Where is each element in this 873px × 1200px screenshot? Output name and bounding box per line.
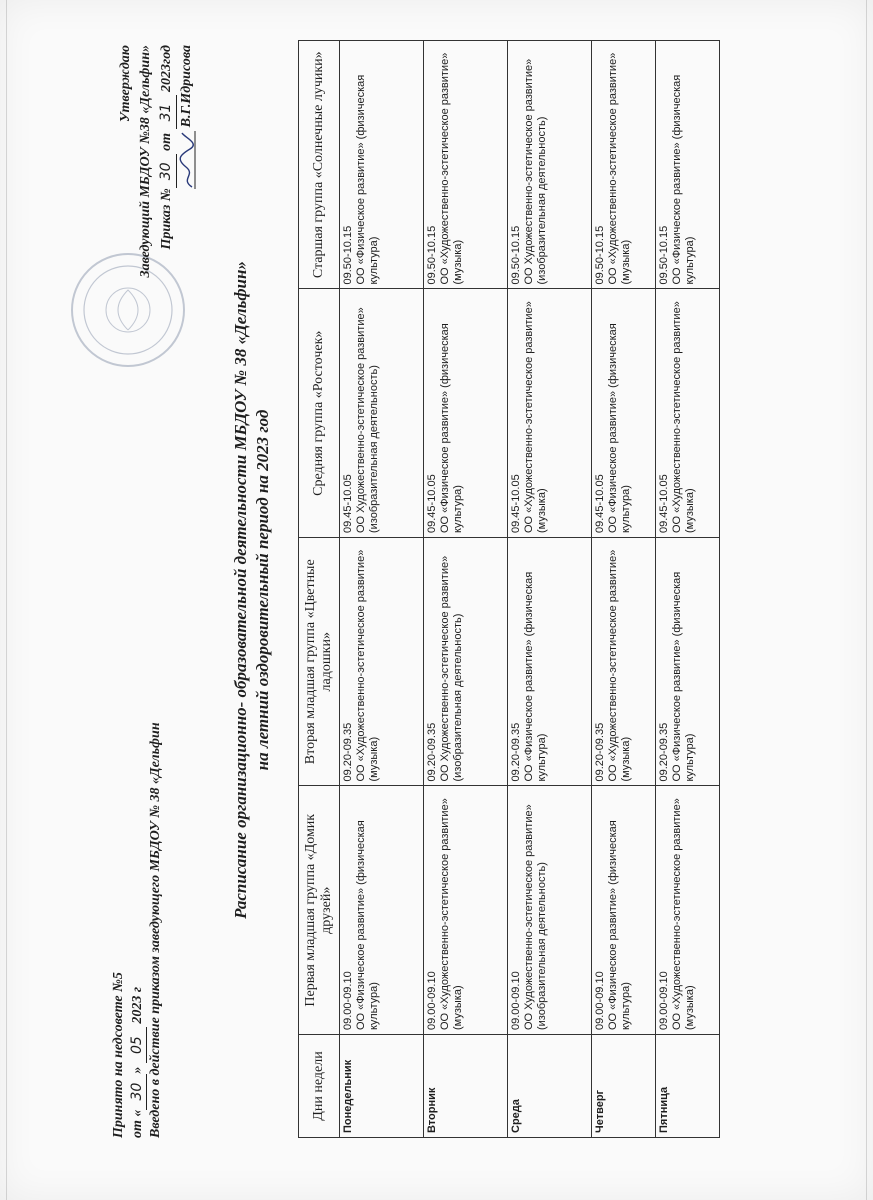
day-cell: Четверг	[592, 1035, 656, 1138]
slot-desc: ОО «Физическое развитие» (физическая культура)	[439, 323, 464, 533]
slot-time: 09.45-10.05	[342, 474, 354, 533]
slot-cell	[656, 786, 720, 1035]
header-group1: Первая младшая группа «Домик друзей»	[299, 786, 340, 1035]
slot-desc: ОО «Художественно-эстетическое развитие» (музыка)	[671, 798, 696, 1030]
slot-cell	[656, 41, 720, 290]
slot-desc: ОО «Физическое развитие» (физическая культура)	[523, 571, 548, 782]
signature-icon	[178, 131, 196, 189]
slot-time: 09.20-09.35	[342, 722, 354, 782]
approve-line2: Заведующий МБДОУ №38 «Дельфин»	[138, 45, 153, 278]
slot-cell	[592, 538, 656, 787]
table-row	[656, 41, 720, 1138]
slot-cell	[592, 41, 656, 290]
day-cell: Среда	[508, 1035, 592, 1138]
table-row	[508, 41, 592, 1138]
slot-cell	[592, 289, 656, 538]
day-cell: Понедельник	[340, 1035, 424, 1138]
slot-time: 09.00-09.10	[594, 971, 606, 1030]
slot-desc: ОО Художественно-эстетическое развитие» (изобразительная деятельность)	[355, 307, 380, 533]
title-line1: Расписание организационно- образовательной деятельности МБДОУ № 38 «Дельфин»	[231, 261, 250, 919]
slot-cell	[508, 538, 592, 787]
slot-time: 09.20-09.35	[658, 722, 670, 782]
slot-time: 09.45-10.05	[658, 474, 670, 533]
table-row	[340, 41, 424, 1138]
slot-time: 09.50-10.15	[510, 225, 522, 285]
slot-time: 09.20-09.35	[510, 722, 522, 782]
slot-cell	[424, 786, 508, 1035]
slot-desc: ОО Художественно-эстетическое развитие» (изобразительная деятельность)	[439, 555, 464, 782]
signer-name: В.Г.Идрисова	[179, 45, 194, 128]
adoption-block	[110, 722, 165, 1138]
slot-desc: ОО «Художественно-эстетическое развитие» (музыка)	[671, 301, 696, 533]
slot-time: 09.00-09.10	[510, 971, 522, 1030]
adoption-line3: Введено в действие приказом заведующего МБДОУ № 38 «Дельфин	[148, 722, 163, 1138]
slot-cell	[424, 538, 508, 787]
slot-time: 09.50-10.15	[342, 225, 354, 285]
table-header-row	[299, 41, 340, 1138]
slot-time: 09.45-10.05	[594, 474, 606, 533]
approve-word: Утверждаю	[118, 45, 133, 123]
table-row	[592, 41, 656, 1138]
slot-desc: ОО «Художественно-эстетическое развитие» (музыка)	[523, 301, 548, 533]
slot-cell	[508, 41, 592, 290]
slot-desc: ОО «Художественно-эстетическое развитие» (музыка)	[355, 549, 380, 782]
slot-time: 09.20-09.35	[426, 722, 438, 782]
order-number: 30	[156, 154, 177, 188]
slot-time: 09.50-10.15	[594, 225, 606, 285]
header-group3: Средняя группа «Росточек»	[299, 289, 340, 538]
header-days: Дни недели	[299, 1035, 340, 1138]
adoption-line2: от «30» 05 2023 г	[129, 986, 145, 1138]
approval-block	[116, 45, 197, 345]
slot-cell	[508, 289, 592, 538]
slot-desc: ОО «Физическое развитие» (физическая культура)	[607, 323, 632, 533]
slot-time: 09.45-10.05	[426, 474, 438, 533]
slot-desc: ОО Художественно-эстетическое развитие» (изобразительная деятельность)	[523, 58, 548, 285]
slot-desc: ОО «Физическое развитие» (физическая культура)	[355, 74, 380, 285]
slot-desc: ОО «Художественно-эстетическое развитие» (музыка)	[439, 52, 464, 285]
slot-time: 09.45-10.05	[510, 474, 522, 533]
slot-time: 09.50-10.15	[658, 225, 670, 285]
slot-desc: ОО «Художественно-эстетическое развитие» (музыка)	[607, 549, 632, 782]
adoption-day: 30	[128, 1074, 147, 1110]
header-group2: Вторая младшая группа «Цветные ладошки»	[299, 538, 340, 787]
slot-desc: ОО Художественно-эстетическое развитие» (изобразительная деятельность)	[523, 804, 548, 1030]
approve-order: Приказ №30 от 31 2023год	[156, 45, 177, 345]
page-title	[230, 40, 274, 1140]
day-cell: Вторник	[424, 1035, 508, 1138]
order-date: 31	[156, 95, 177, 129]
slot-time: 09.20-09.35	[594, 722, 606, 782]
slot-cell	[340, 289, 424, 538]
day-cell: Пятница	[656, 1035, 720, 1138]
adoption-month: 05	[128, 1027, 147, 1063]
slot-desc: ОО «Физическое развитие» (физическая культура)	[671, 74, 696, 285]
table-row	[424, 41, 508, 1138]
schedule-table	[298, 40, 720, 1138]
header-group4: Старшая группа «Солнечные лучики»	[299, 41, 340, 290]
slot-desc: ОО «Физическое развитие» (физическая культура)	[671, 571, 696, 782]
slot-desc: ОО «Художественно-эстетическое развитие» (музыка)	[607, 52, 632, 285]
slot-cell	[656, 289, 720, 538]
slot-time: 09.00-09.10	[342, 971, 354, 1030]
slot-cell	[424, 289, 508, 538]
adoption-line1: Принято на недсовете №5	[111, 972, 126, 1138]
slot-cell	[424, 41, 508, 290]
slot-time: 09.00-09.10	[426, 971, 438, 1030]
slot-cell	[656, 538, 720, 787]
title-line2: на летний оздоровительный период на 2023 год	[253, 409, 272, 771]
slot-cell	[340, 538, 424, 787]
approve-signature-line	[177, 45, 197, 345]
slot-desc: ОО «Художественно-эстетическое развитие» (музыка)	[439, 798, 464, 1030]
slot-cell	[340, 786, 424, 1035]
slot-cell	[508, 786, 592, 1035]
slot-time: 09.50-10.15	[426, 225, 438, 285]
slot-desc: ОО «Физическое развитие» (физическая культура)	[607, 820, 632, 1030]
slot-time: 09.00-09.10	[658, 971, 670, 1030]
slot-cell	[592, 786, 656, 1035]
slot-desc: ОО «Физическое развитие» (физическая культура)	[355, 820, 380, 1030]
slot-cell	[340, 41, 424, 290]
